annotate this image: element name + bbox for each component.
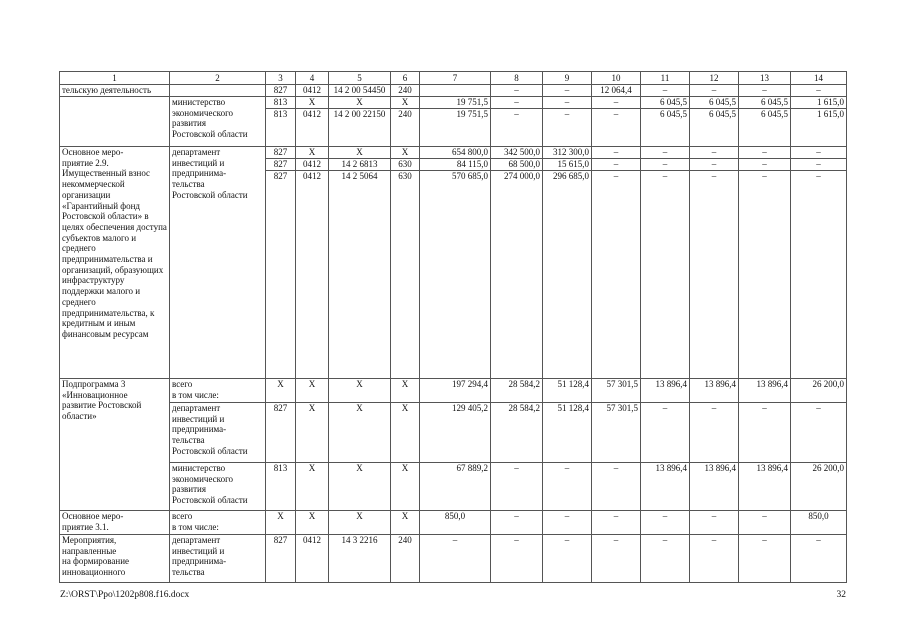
year-value-cell: 13 896,4: [739, 379, 791, 403]
header-cell: 7: [420, 72, 491, 85]
header-cell: 14: [791, 72, 847, 85]
year-value-cell: 68 500,0: [491, 159, 543, 171]
year-value-cell: 6 045,5: [690, 109, 739, 147]
year-value-cell: 342 500,0: [491, 147, 543, 159]
total-cell: 850,0: [420, 511, 491, 535]
year-value-cell: –: [543, 511, 592, 535]
csr-cell: Х: [329, 511, 391, 535]
executor-cell: министерство экономического развития Ростовской области: [170, 463, 266, 511]
year-value-cell: –: [739, 403, 791, 463]
year-value-cell: –: [592, 463, 641, 511]
year-value-cell: 1 615,0: [791, 109, 847, 147]
vr-cell: 240: [391, 109, 420, 147]
year-value-cell: –: [641, 147, 690, 159]
csr-cell: 14 2 00 54450: [329, 85, 391, 97]
total-cell: 67 889,2: [420, 463, 491, 511]
total-cell: –: [420, 535, 491, 583]
year-value-cell: –: [690, 159, 739, 171]
year-value-cell: 13 896,4: [690, 379, 739, 403]
total-cell: 19 751,5: [420, 97, 491, 109]
executor-cell: министерство экономического развития Ростовской области: [170, 97, 266, 147]
vr-cell: 240: [391, 535, 420, 583]
year-value-cell: –: [641, 159, 690, 171]
year-value-cell: –: [641, 403, 690, 463]
year-value-cell: –: [739, 535, 791, 583]
header-cell: 1: [60, 72, 170, 85]
year-value-cell: 850,0: [791, 511, 847, 535]
year-value-cell: –: [491, 97, 543, 109]
year-value-cell: 6 045,5: [690, 97, 739, 109]
rzpr-cell: 0412: [296, 159, 329, 171]
year-value-cell: –: [543, 85, 592, 97]
year-value-cell: –: [690, 85, 739, 97]
year-value-cell: –: [739, 147, 791, 159]
year-value-cell: 296 685,0: [543, 171, 592, 379]
executor-cell: [170, 85, 266, 97]
table-row: [60, 535, 847, 583]
rzpr-cell: 0412: [296, 109, 329, 147]
year-value-cell: –: [641, 171, 690, 379]
year-value-cell: –: [491, 511, 543, 535]
year-value-cell: –: [791, 85, 847, 97]
year-value-cell: –: [791, 171, 847, 379]
csr-cell: 14 3 2216: [329, 535, 391, 583]
total-cell: 570 685,0: [420, 171, 491, 379]
csr-cell: Х: [329, 463, 391, 511]
executor-cell: всего в том числе:: [170, 379, 266, 403]
year-value-cell: –: [641, 511, 690, 535]
grbs-cell: 813: [266, 463, 296, 511]
executor-cell: всего в том числе:: [170, 511, 266, 535]
header-cell: 6: [391, 72, 420, 85]
year-value-cell: –: [491, 463, 543, 511]
table-row: [60, 511, 847, 535]
year-value-cell: –: [491, 109, 543, 147]
vr-cell: 630: [391, 159, 420, 171]
csr-cell: Х: [329, 379, 391, 403]
csr-cell: Х: [329, 97, 391, 109]
header-cell: 13: [739, 72, 791, 85]
year-value-cell: 13 896,4: [641, 379, 690, 403]
file-path: Z:\ORST\Ppo\1202p808.f16.docx: [60, 590, 190, 600]
executor-cell: департамент инвестиций и предпринима- тельства Ростовской области: [170, 147, 266, 379]
year-value-cell: –: [592, 171, 641, 379]
year-value-cell: –: [543, 109, 592, 147]
year-value-cell: 1 615,0: [791, 97, 847, 109]
year-value-cell: 28 584,2: [491, 403, 543, 463]
grbs-cell: 813: [266, 109, 296, 147]
rzpr-cell: Х: [296, 403, 329, 463]
year-value-cell: –: [491, 85, 543, 97]
year-value-cell: 26 200,0: [791, 463, 847, 511]
year-value-cell: –: [592, 109, 641, 147]
year-value-cell: 12 064,4: [592, 85, 641, 97]
csr-cell: 14 2 5064: [329, 171, 391, 379]
grbs-cell: 827: [266, 535, 296, 583]
table-row: [60, 97, 847, 109]
header-cell: 4: [296, 72, 329, 85]
rzpr-cell: Х: [296, 147, 329, 159]
year-value-cell: –: [491, 535, 543, 583]
table-row: [60, 147, 847, 159]
header-cell: 11: [641, 72, 690, 85]
executor-cell: департамент инвестиций и предпринима- тельства: [170, 535, 266, 583]
year-value-cell: –: [690, 403, 739, 463]
year-value-cell: 274 000,0: [491, 171, 543, 379]
rzpr-cell: Х: [296, 97, 329, 109]
vr-cell: 240: [391, 85, 420, 97]
header-cell: 8: [491, 72, 543, 85]
total-cell: [420, 85, 491, 97]
year-value-cell: 6 045,5: [641, 109, 690, 147]
rzpr-cell: 0412: [296, 535, 329, 583]
header-cell: 9: [543, 72, 592, 85]
header-cell: 10: [592, 72, 641, 85]
grbs-cell: Х: [266, 379, 296, 403]
measure-name-cell: [60, 97, 170, 147]
table-row: [60, 403, 847, 463]
year-value-cell: –: [791, 535, 847, 583]
year-value-cell: –: [791, 403, 847, 463]
year-value-cell: –: [543, 535, 592, 583]
grbs-cell: Х: [266, 511, 296, 535]
year-value-cell: 13 896,4: [690, 463, 739, 511]
executor-cell: департамент инвестиций и предпринима- тельства Ростовской области: [170, 403, 266, 463]
year-value-cell: –: [543, 463, 592, 511]
grbs-cell: 827: [266, 147, 296, 159]
csr-cell: 14 2 6813: [329, 159, 391, 171]
measure-name-cell: Мероприятия, направленные на формирование инновационного: [60, 535, 170, 583]
year-value-cell: –: [690, 171, 739, 379]
vr-cell: Х: [391, 147, 420, 159]
rzpr-cell: 0412: [296, 171, 329, 379]
year-value-cell: –: [690, 147, 739, 159]
header-cell: 12: [690, 72, 739, 85]
year-value-cell: 6 045,5: [641, 97, 690, 109]
rzpr-cell: Х: [296, 463, 329, 511]
grbs-cell: 827: [266, 403, 296, 463]
measure-name-cell: Основное меро- приятие 3.1.: [60, 511, 170, 535]
year-value-cell: 13 896,4: [739, 463, 791, 511]
header-cell: 2: [170, 72, 266, 85]
year-value-cell: –: [739, 85, 791, 97]
year-value-cell: –: [690, 511, 739, 535]
table-row: [60, 379, 847, 403]
grbs-cell: 827: [266, 85, 296, 97]
vr-cell: Х: [391, 403, 420, 463]
rzpr-cell: Х: [296, 511, 329, 535]
total-cell: 197 294,4: [420, 379, 491, 403]
year-value-cell: 57 301,5: [592, 379, 641, 403]
year-value-cell: –: [641, 535, 690, 583]
measure-name-cell: тельскую деятельность: [60, 85, 170, 97]
vr-cell: Х: [391, 511, 420, 535]
vr-cell: Х: [391, 463, 420, 511]
vr-cell: Х: [391, 97, 420, 109]
measure-name-cell: Подпрограмма 3 «Инновационное развитие Ростовской области»: [60, 379, 170, 511]
year-value-cell: 15 615,0: [543, 159, 592, 171]
year-value-cell: –: [592, 147, 641, 159]
table-row: [60, 85, 847, 97]
year-value-cell: –: [791, 147, 847, 159]
rzpr-cell: Х: [296, 379, 329, 403]
header-cell: 5: [329, 72, 391, 85]
table-row: [60, 463, 847, 511]
year-value-cell: –: [690, 535, 739, 583]
grbs-cell: 827: [266, 171, 296, 379]
vr-cell: 630: [391, 171, 420, 379]
grbs-cell: 827: [266, 159, 296, 171]
year-value-cell: 26 200,0: [791, 379, 847, 403]
year-value-cell: 6 045,5: [739, 97, 791, 109]
budget-table: [59, 71, 847, 583]
year-value-cell: –: [641, 85, 690, 97]
year-value-cell: –: [592, 97, 641, 109]
year-value-cell: –: [739, 511, 791, 535]
year-value-cell: –: [543, 97, 592, 109]
csr-cell: 14 2 00 22150: [329, 109, 391, 147]
year-value-cell: –: [592, 535, 641, 583]
year-value-cell: 28 584,2: [491, 379, 543, 403]
grbs-cell: 813: [266, 97, 296, 109]
header-cell: 3: [266, 72, 296, 85]
year-value-cell: 312 300,0: [543, 147, 592, 159]
total-cell: 19 751,5: [420, 109, 491, 147]
year-value-cell: 57 301,5: [592, 403, 641, 463]
csr-cell: Х: [329, 403, 391, 463]
page-number: 32: [836, 590, 846, 600]
year-value-cell: 51 128,4: [543, 403, 592, 463]
measure-name-cell: Основное меро- приятие 2.9. Имущественный взнос некоммерческой организации «Гарантийный фонд Ростовской области» в целях обеспечения доступа субъектов малого и среднего предпринимательства и организаций, образующих инфраструктуру поддержки малого и среднего предпринимательства, к кредитным и иным финансовым ресурсам: [60, 147, 170, 379]
year-value-cell: –: [739, 171, 791, 379]
document-page: [59, 71, 847, 583]
rzpr-cell: 0412: [296, 85, 329, 97]
year-value-cell: 13 896,4: [641, 463, 690, 511]
year-value-cell: 6 045,5: [739, 109, 791, 147]
year-value-cell: –: [739, 159, 791, 171]
table-header-row: [60, 72, 847, 85]
total-cell: 84 115,0: [420, 159, 491, 171]
csr-cell: Х: [329, 147, 391, 159]
year-value-cell: –: [592, 511, 641, 535]
vr-cell: Х: [391, 379, 420, 403]
year-value-cell: –: [592, 159, 641, 171]
total-cell: 654 800,0: [420, 147, 491, 159]
year-value-cell: –: [791, 159, 847, 171]
year-value-cell: 51 128,4: [543, 379, 592, 403]
total-cell: 129 405,2: [420, 403, 491, 463]
